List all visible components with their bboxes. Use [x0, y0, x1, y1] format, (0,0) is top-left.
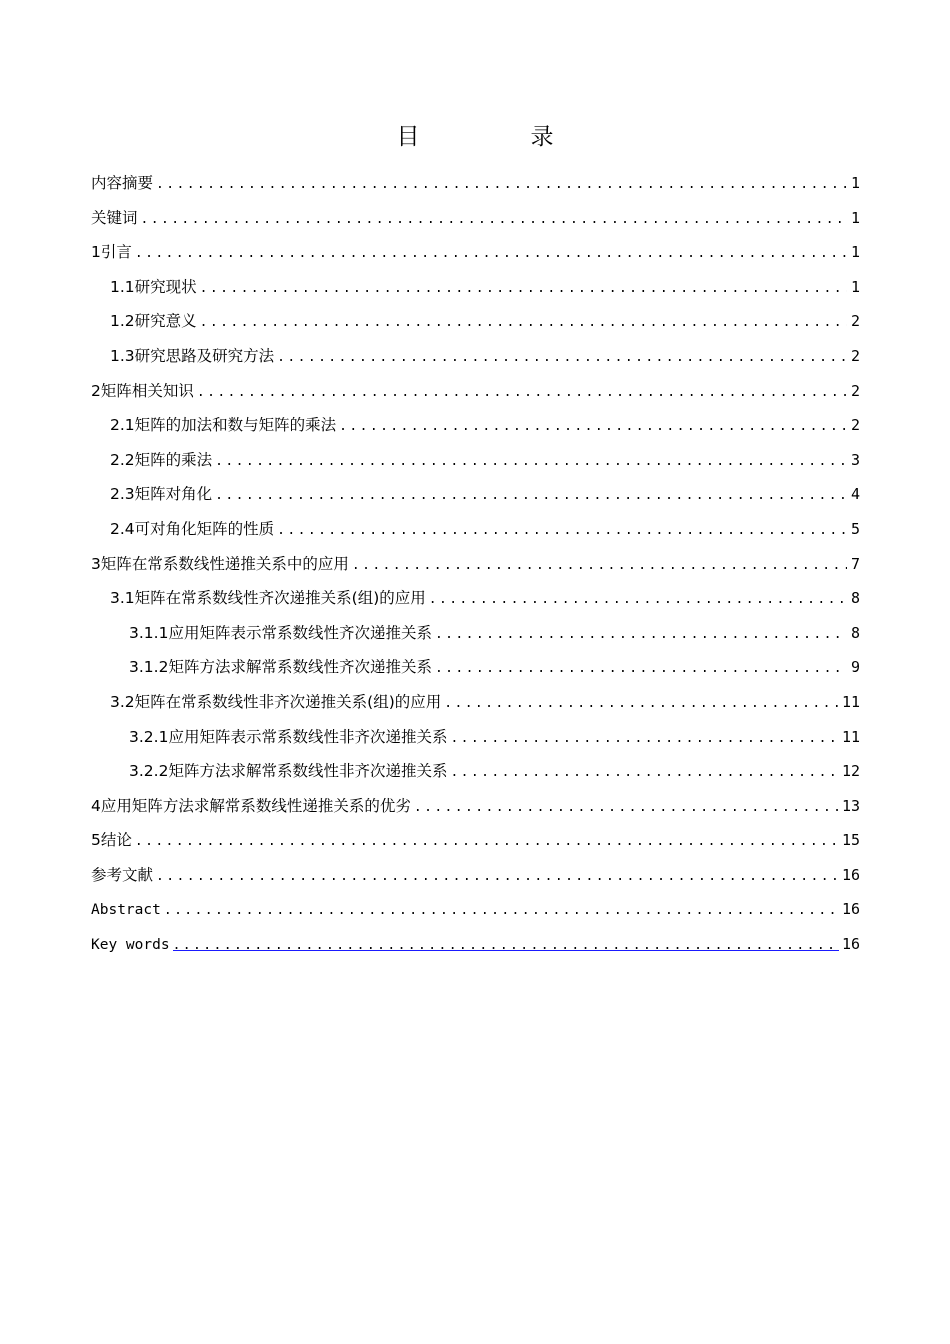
toc-entry[interactable] — [91, 789, 860, 824]
toc-entry-label: 1.2研究意义 — [110, 312, 197, 331]
toc-entry[interactable] — [91, 339, 860, 374]
toc-entry-label: 4应用矩阵方法求解常系数线性递推关系的优劣 — [91, 796, 411, 815]
dot-leader — [141, 203, 847, 238]
toc-entry-label: 1引言 — [91, 243, 132, 262]
toc-entry-label: 1.3研究思路及研究方法 — [110, 346, 275, 365]
dot-leader — [135, 237, 847, 272]
toc-entry-label: 3.2矩阵在常系数线性非齐次递推关系(组)的应用 — [110, 692, 442, 711]
toc-entry-label: 2.4可对角化矩阵的性质 — [110, 519, 275, 538]
dot-leader — [339, 410, 847, 445]
toc-entry[interactable] — [91, 720, 860, 755]
dot-leader — [200, 272, 847, 307]
toc-entry[interactable] — [91, 408, 860, 443]
toc-entry-label: 3.2.1应用矩阵表示常系数线性非齐次递推关系 — [129, 727, 448, 746]
toc-entry[interactable] — [91, 581, 860, 616]
toc-page-number: 7 — [850, 554, 860, 573]
toc-entry[interactable] — [91, 443, 860, 478]
toc-entry-label: 关键词 — [91, 208, 138, 227]
toc-entry-label: 参考文献 — [91, 865, 154, 884]
dot-leader — [414, 791, 839, 826]
dot-leader — [215, 479, 847, 514]
toc-page-number: 11 — [841, 727, 860, 746]
dot-leader — [352, 549, 847, 584]
dot-leader — [277, 514, 847, 549]
toc-entry[interactable] — [91, 892, 860, 927]
toc-page-number: 12 — [841, 762, 860, 781]
toc-entry-label: 2.2矩阵的乘法 — [110, 450, 213, 469]
toc-page-number: 2 — [850, 381, 860, 400]
toc-entry-label: 3.2.2矩阵方法求解常系数线性非齐次递推关系 — [129, 762, 448, 781]
toc-entry[interactable] — [91, 823, 860, 858]
toc-entry[interactable] — [91, 685, 860, 720]
toc-page-number: 1 — [850, 174, 860, 192]
dot-leader — [200, 306, 847, 341]
toc-page-number: 4 — [850, 485, 860, 504]
toc-page-number: 8 — [850, 589, 860, 608]
toc-page-number: 2 — [850, 416, 860, 435]
toc-page-number: 1 — [850, 277, 860, 296]
toc-entry[interactable] — [91, 270, 860, 305]
toc-entry-label: 3矩阵在常系数线性递推关系中的应用 — [91, 554, 349, 573]
toc-page-number: 8 — [850, 623, 860, 642]
page-title: 目 录 — [396, 124, 598, 150]
dot-leader — [444, 687, 839, 722]
toc-entry[interactable] — [91, 754, 860, 789]
toc-entry-label: 2.3矩阵对角化 — [110, 485, 213, 504]
toc-entry[interactable] — [91, 547, 860, 582]
dot-leader — [164, 894, 839, 929]
toc-entry-label: 3.1.1应用矩阵表示常系数线性齐次递推关系 — [129, 623, 432, 642]
toc-page-number: 1 — [850, 243, 860, 262]
toc-entry[interactable] — [91, 512, 860, 547]
dot-leader — [135, 825, 839, 860]
toc-page-number: 16 — [841, 900, 860, 919]
toc-entry[interactable] — [91, 927, 860, 962]
toc-page-number: 2 — [850, 312, 860, 331]
toc-entry[interactable] — [91, 616, 860, 651]
toc-entry-label: 2矩阵相关知识 — [91, 381, 194, 400]
toc-entry-label: 2.1矩阵的加法和数与矩阵的乘法 — [110, 416, 337, 435]
dot-leader — [197, 376, 847, 411]
toc-page-number: 13 — [841, 796, 860, 815]
dot-leader — [156, 860, 839, 895]
toc-entry-label: 3.1.2矩阵方法求解常系数线性齐次递推关系 — [129, 658, 432, 677]
toc-entry-label: 5结论 — [91, 831, 132, 850]
dot-leader — [450, 756, 838, 791]
toc-page-number: 9 — [850, 658, 860, 677]
toc-page-number: 3 — [850, 450, 860, 469]
toc-entry[interactable] — [91, 858, 860, 893]
toc-entry[interactable] — [91, 235, 860, 270]
toc-page-number: 15 — [841, 831, 860, 850]
toc-entry-label: Key words — [91, 937, 170, 954]
toc-page-number: 2 — [850, 346, 860, 365]
dot-leader — [435, 618, 847, 653]
toc-page-number: 11 — [841, 692, 860, 711]
toc-entry-label: 1.1研究现状 — [110, 277, 197, 296]
toc-entry[interactable] — [91, 201, 860, 236]
toc-entry[interactable] — [91, 477, 860, 512]
dot-leader — [215, 445, 847, 480]
dot-leader — [429, 583, 847, 618]
toc-entry[interactable] — [91, 374, 860, 409]
toc-page-number: 1 — [850, 208, 860, 227]
toc-entry-label: 内容摘要 — [91, 174, 154, 192]
dot-leader — [450, 722, 838, 757]
dot-leader — [277, 341, 847, 376]
toc-entry-label: Abstract — [91, 902, 161, 919]
dot-leader — [435, 652, 847, 687]
toc-entry[interactable] — [91, 304, 860, 339]
toc-entry[interactable] — [91, 166, 860, 201]
dot-leader — [156, 168, 847, 203]
toc-entry[interactable] — [91, 650, 860, 685]
table-of-contents — [91, 166, 860, 962]
toc-page-number: 5 — [850, 519, 860, 538]
toc-page-number: 16 — [841, 935, 860, 954]
dot-leader — [173, 929, 839, 964]
toc-page-number: 16 — [841, 865, 860, 884]
toc-entry-label: 3.1矩阵在常系数线性齐次递推关系(组)的应用 — [110, 589, 426, 608]
